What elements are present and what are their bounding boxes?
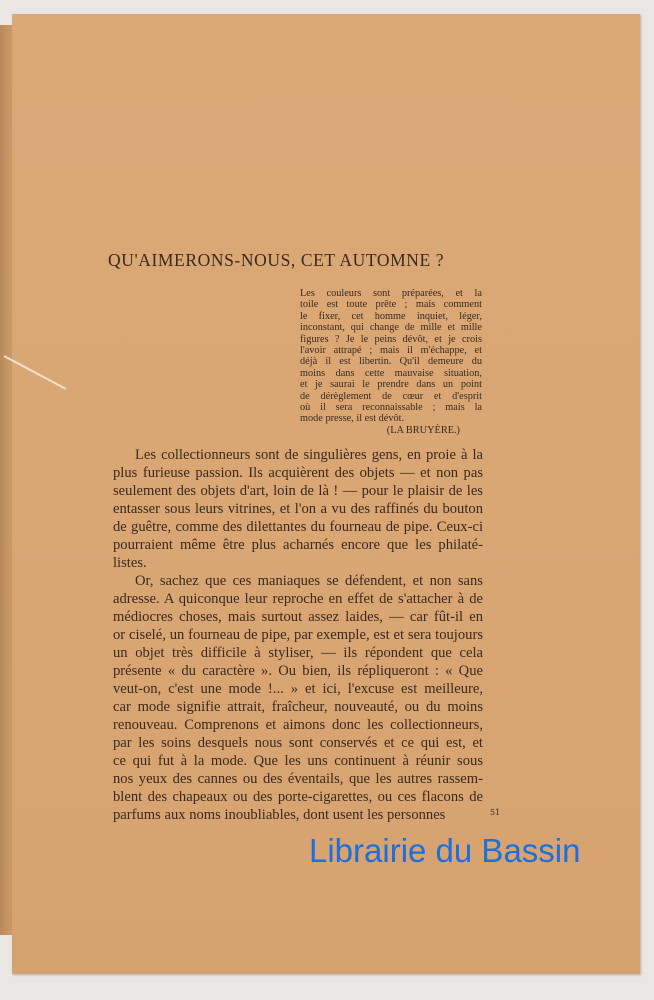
epigraph-line: toile est toute prête ; mais comment: [300, 299, 482, 311]
epigraph-source: (LA BRUYÈRE.): [386, 424, 460, 436]
body-line: veut-on, c'est une mode !... » et ici, l'excuse est meilleure,: [113, 681, 483, 697]
epigraph: [300, 288, 482, 436]
article-title: QU'AIMERONS-NOUS, CET AUTOMNE ?: [108, 250, 445, 270]
body-line: blent des chapeaux ou des porte-cigarettes, ou ces flacons de: [113, 789, 483, 805]
body-line: pourraient même être plus acharnés encore que les philaté-: [113, 537, 483, 553]
page-number: 51: [490, 808, 501, 817]
epigraph-line: moins dans cette mauvaise situation,: [300, 367, 482, 379]
body-line: Or, sachez que ces maniaques se défendent, et non sans: [135, 573, 483, 589]
watermark: Librairie du Bassin: [309, 832, 581, 869]
body-line: entasser sous leurs vitrines, et l'on a vu des raffinés du bouton: [113, 501, 483, 517]
epigraph-line: déjà il est libertin. Qu'il demeure du: [300, 356, 482, 368]
epigraph-line: de dérèglement de cœur et d'esprit: [300, 390, 482, 402]
epigraph-line: l'avoir attrapé ; mais il m'échappe, et: [300, 345, 482, 357]
body-line: seulement des objets d'art, loin de là ! — pour le plaisir de les: [113, 483, 483, 499]
epigraph-line: inconstant, qui change de mille et mille: [300, 322, 482, 334]
body-line: de guêtre, comme des dilettantes du fourneau de pipe. Ceux-ci: [113, 519, 483, 535]
body-line: un objet très difficile à styliser, — ils répondent que cela: [113, 645, 483, 661]
epigraph-line: et je saurai le prendre dans un point: [300, 379, 482, 391]
body-line: renouveau. Comprenons et aimons donc les collectionneurs,: [113, 717, 483, 733]
body-line: ce qui fut à la mode. Que les uns continuent à réunir sous: [113, 753, 483, 769]
body-line: par les soins desquels nous sont conservés et ce qui est, et: [113, 735, 483, 751]
epigraph-line: où il sera reconnaissable ; mais la: [300, 402, 482, 414]
body-line: adresse. A quiconque leur reproche en effet de s'attacher à de: [113, 591, 483, 607]
article-body: [113, 446, 483, 824]
epigraph-line: figures ? Je le peins dévôt, et je crois: [300, 333, 482, 345]
body-line: listes.: [113, 555, 147, 571]
body-line: plus furieuse passion. Ils acquièrent des objets — et non pas: [113, 465, 483, 481]
epigraph-line: mode presse, il est dévôt.: [300, 413, 405, 425]
epigraph-line: le fixer, cet homme inquiet, léger,: [300, 310, 482, 322]
body-line: présente « du caractère ». Ou bien, ils répliqueront : « Que: [113, 663, 483, 679]
body-line: car mode signifie attrait, fraîcheur, nouveauté, ou du moins: [113, 699, 483, 715]
body-line: Les collectionneurs sont de singulières gens, en proie à la: [135, 447, 483, 463]
body-line: parfums aux noms inoubliables, dont usent les personnes: [113, 807, 446, 823]
epigraph-line: Les couleurs sont préparées, et la: [300, 288, 482, 299]
body-line: or ciselé, un fourneau de pipe, par exemple, est et sera toujours: [113, 627, 483, 643]
body-line: médiocres choses, mais surtout assez laides, — car fût-il en: [113, 609, 483, 625]
body-line: nos yeux des cannes ou des éventails, que les autres rassem-: [113, 771, 483, 787]
